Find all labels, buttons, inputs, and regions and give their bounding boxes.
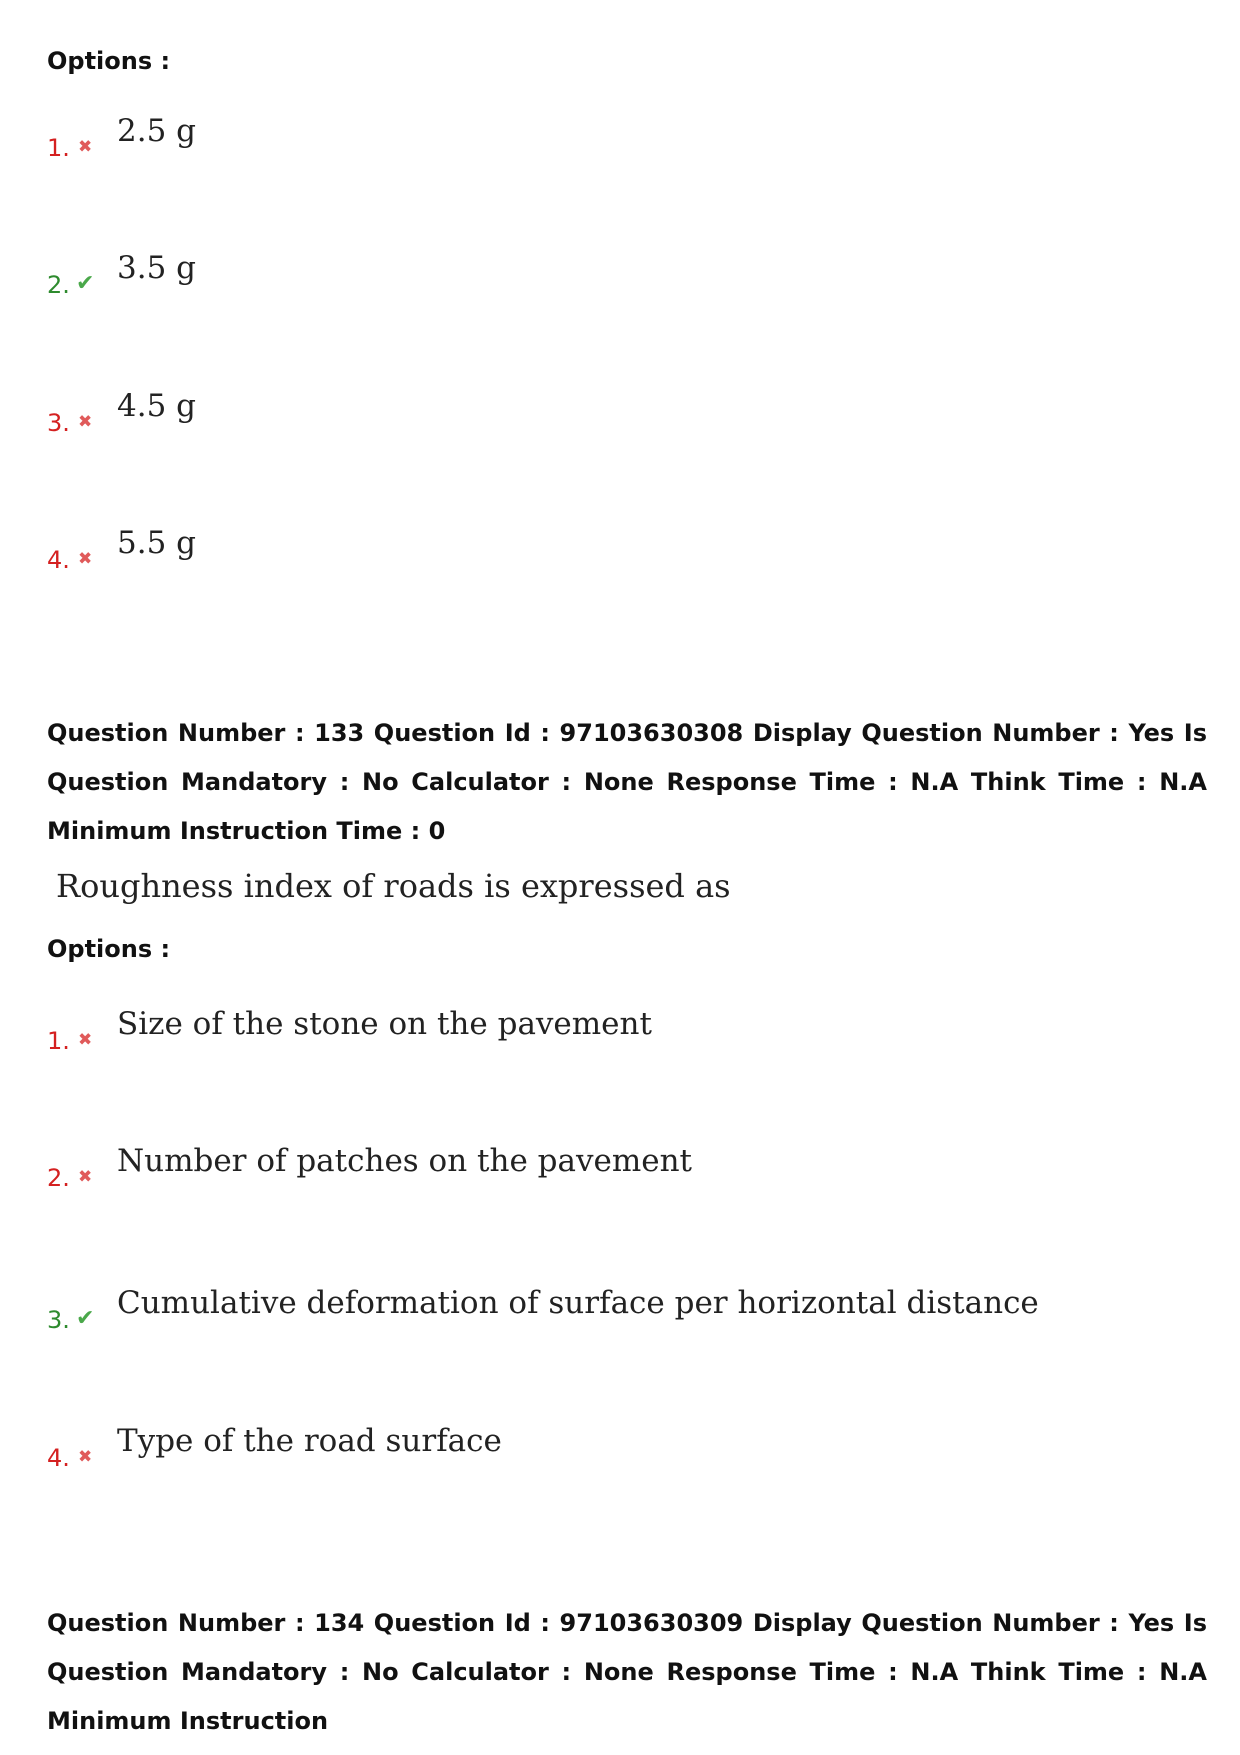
- option-number: 2.: [47, 271, 70, 299]
- option-text: Number of patches on the pavement: [117, 1143, 693, 1179]
- option-text: Cumulative deformation of surface per horizontal distance: [117, 1285, 1039, 1321]
- option-text: 3.5 g: [117, 250, 196, 286]
- cross-icon: ✖: [78, 412, 93, 432]
- cross-icon: ✖: [78, 137, 93, 157]
- cross-icon: ✖: [78, 549, 93, 569]
- cross-icon: ✖: [78, 1447, 93, 1467]
- option-number: 4.: [47, 546, 70, 574]
- option-number: 3.: [47, 1306, 70, 1334]
- option-number: 1.: [47, 1027, 70, 1055]
- question-meta: Question Number : 133 Question Id : 97103630308 Display Question Number : Yes Is Question Mandatory : No Calculator : None Response Time : N.A Think Time : N.A Minimum Instruction Time : 0: [47, 719, 1207, 845]
- cross-icon: ✖: [78, 1030, 93, 1050]
- option-text: Type of the road surface: [117, 1423, 502, 1459]
- question-meta: Question Number : 134 Question Id : 97103630309 Display Question Number : Yes Is Question Mandatory : No Calculator : None Response Time : N.A Think Time : N.A Minimum Instruction: [47, 1609, 1207, 1735]
- option-number: 3.: [47, 409, 70, 437]
- option-text: 5.5 g: [117, 525, 196, 561]
- option-text: Size of the stone on the pavement: [117, 1006, 652, 1042]
- option-text: 4.5 g: [117, 388, 196, 424]
- check-icon: ✔: [76, 271, 95, 296]
- question-text: Roughness index of roads is expressed as: [56, 867, 731, 905]
- check-icon: ✔: [76, 1306, 95, 1331]
- options-label: Options :: [47, 47, 171, 75]
- option-number: 1.: [47, 134, 70, 162]
- options-label: Options :: [47, 935, 171, 963]
- option-number: 4.: [47, 1444, 70, 1472]
- cross-icon: ✖: [78, 1167, 93, 1187]
- option-number: 2.: [47, 1164, 70, 1192]
- option-text: 2.5 g: [117, 113, 196, 149]
